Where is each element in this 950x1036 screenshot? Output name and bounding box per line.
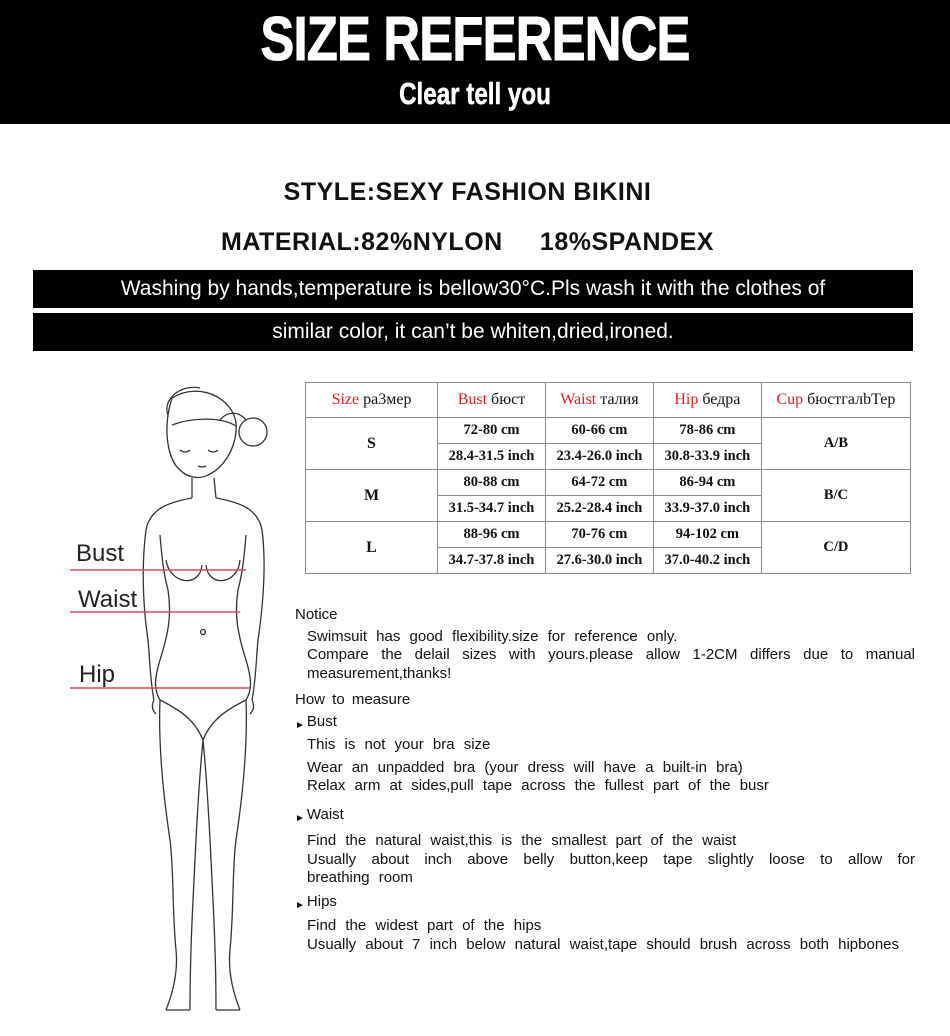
waist-label: Waist (78, 586, 138, 613)
bust-line-3: Relax arm at sides,pull tape across the fullest part of the busr (307, 777, 769, 794)
header-hip: Hip бедра (653, 383, 761, 418)
notice-line-2: Compare the delail sizes with yours.please allow 1-2CM differs due to manual measurement,thanks! (307, 646, 915, 682)
hips-section-title: ► Hips (295, 892, 337, 911)
hip-label: Hip (79, 661, 116, 688)
material-heading: MATERIAL:82%NYLON 18%SPANDEX (221, 228, 714, 256)
waist-section-title: ► Waist (295, 805, 344, 824)
arrow-right-icon: ► (295, 812, 305, 824)
table-header-row (306, 383, 911, 418)
waist-line-1: Find the natural waist,this is the smallest part of the waist (307, 832, 737, 849)
hip-inch-cell: 30.8-33.9 inch (653, 444, 761, 470)
cup-cell: B/C (761, 470, 910, 522)
bust-line-2: Wear an unpadded bra (your dress will have a built-in bra) (307, 758, 743, 776)
cup-cell: C/D (761, 522, 910, 574)
waist-line-2: Usually about inch above belly button,keep tape slightly loose to allow for breathing room (307, 850, 915, 886)
measurement-notes (295, 606, 915, 954)
size-cell: M (306, 470, 438, 522)
bust-cm-cell: 88-96 cm (438, 522, 546, 548)
header-cup: Cup бюстгалbТер (761, 383, 910, 418)
hip-inch-cell: 37.0-40.2 inch (653, 548, 761, 574)
header-waist: Waist талия (545, 383, 653, 418)
table-row (306, 470, 911, 496)
header-bust: Bust бюст (438, 383, 546, 418)
banner-title: SIZE REFERENCE (260, 5, 690, 74)
table-row (306, 418, 911, 444)
hips-line-1: Find the widest part of the hips (307, 917, 542, 934)
bust-inch-cell: 34.7-37.8 inch (438, 548, 546, 574)
waist-inch-cell: 23.4-26.0 inch (545, 444, 653, 470)
header-banner (0, 0, 950, 124)
bust-cm-cell: 80-88 cm (438, 470, 546, 496)
how-to-measure-title: How to measure (295, 691, 411, 708)
hip-inch-cell: 33.9-37.0 inch (653, 496, 761, 522)
arrow-right-icon: ► (295, 899, 305, 911)
waist-cm-cell: 64-72 cm (545, 470, 653, 496)
hip-cm-cell: 86-94 cm (653, 470, 761, 496)
style-heading: STYLE:SEXY FASHION BIKINI (283, 178, 652, 206)
hip-cm-cell: 94-102 cm (653, 522, 761, 548)
size-cell: S (306, 418, 438, 470)
body-figure-illustration (50, 370, 290, 1025)
bust-section-title: ► Bust (295, 712, 337, 731)
hips-line-2: Usually about 7 inch below natural waist,tape should brush across both hipbones (307, 935, 899, 953)
bust-cm-cell: 72-80 cm (438, 418, 546, 444)
waist-cm-cell: 70-76 cm (545, 522, 653, 548)
bust-line-1: This is not your bra size (307, 736, 491, 753)
waist-inch-cell: 27.6-30.0 inch (545, 548, 653, 574)
size-chart-table (305, 382, 911, 574)
size-cell: L (306, 522, 438, 574)
waist-inch-cell: 25.2-28.4 inch (545, 496, 653, 522)
bust-label: Bust (76, 540, 125, 567)
cup-cell: A/B (761, 418, 910, 470)
wash-instruction-line-1: Washing by hands,temperature is bellow30°C.Pls wash it with the clothes of (33, 270, 913, 308)
body-outline-drawing (50, 370, 290, 1025)
arrow-right-icon: ► (295, 719, 305, 731)
bust-inch-cell: 31.5-34.7 inch (438, 496, 546, 522)
waist-cm-cell: 60-66 cm (545, 418, 653, 444)
wash-instruction-line-2: similar color, it can’t be whiten,dried,ironed. (33, 313, 913, 351)
header-size: Size рa3мер (306, 383, 438, 418)
hip-cm-cell: 78-86 cm (653, 418, 761, 444)
notice-line-1: Swimsuit has good flexibility.size for reference only. (307, 627, 678, 645)
banner-subtitle: Clear tell you (399, 76, 551, 111)
bust-inch-cell: 28.4-31.5 inch (438, 444, 546, 470)
notice-title: Notice (295, 606, 338, 623)
table-row (306, 522, 911, 548)
